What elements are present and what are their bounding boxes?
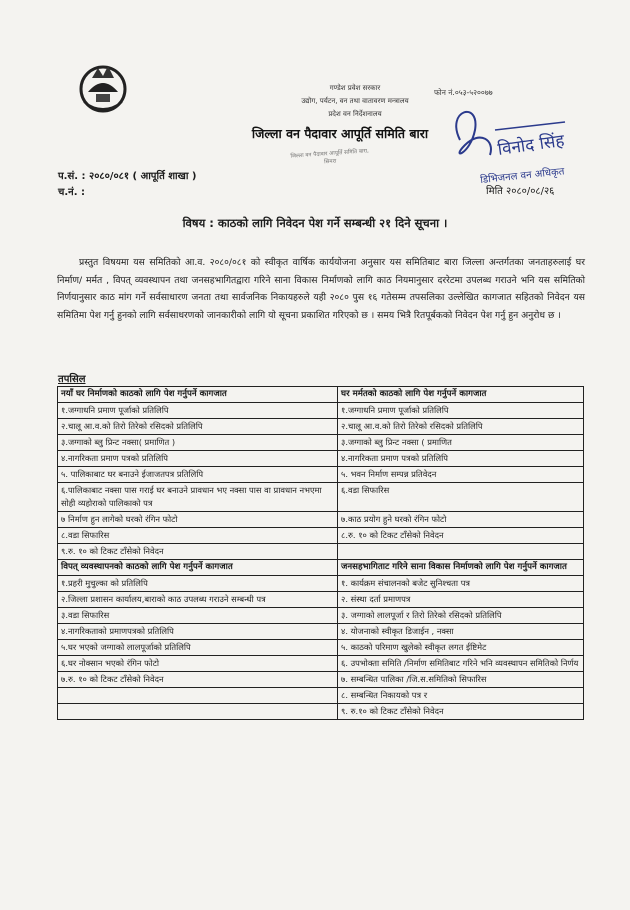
table-row — [58, 688, 584, 704]
table-cell: ४.नागरिकता प्रमाण पत्रको प्रतिलिपि — [338, 451, 584, 467]
signature-designation: डिभिजनल वन अधिकृत — [479, 166, 565, 187]
notice-date: मिति २०८०/०८/२६ — [486, 186, 555, 197]
table-row — [58, 512, 584, 528]
table-cell: ३.जग्गाको ब्लु प्रिन्ट नक्सा ( प्रमाणित — [338, 435, 584, 451]
table-header-row — [58, 560, 584, 576]
table-cell: ७ निर्माण हुन लागेको घरको रंगिन फोटो — [58, 512, 338, 528]
table-header-cell: घर मर्मतको काठको लागि पेश गर्नुपर्ने कागजात — [338, 387, 584, 403]
office-stamp: जिल्ला वन पैदावार आपूर्ति समिति बारा, सिमरा — [290, 148, 370, 166]
table-row — [58, 640, 584, 656]
reference-number: प.सं. : २०८०/०८१ ( आपूर्ति शाखा ) — [58, 171, 197, 182]
chalani-number: च.नं. : — [58, 187, 85, 198]
table-row — [58, 624, 584, 640]
table-row — [58, 704, 584, 720]
table-cell: ३.वडा सिफारिस — [58, 608, 338, 624]
table-cell: ५. पालिकाबाट घर बनाउने ईजाजतपत्र प्रतिलिपि — [58, 467, 338, 483]
table-row — [58, 576, 584, 592]
phone-number: फोन नं.०५३-५२००७७ — [434, 88, 493, 97]
table-cell: ६.घर नोक्सान भएको रंगिन फोटो — [58, 656, 338, 672]
table-cell: ३. जग्गाको लालपूर्जा र तिरो तिरेको रसिदको प्रतिलिपि — [338, 608, 584, 624]
table-cell: ७.रु. १० को टिकट टाँसेको निवेदन — [58, 672, 338, 688]
signature-image — [440, 100, 580, 192]
notice-body: प्रस्तुत विषयमा यस समितिको आ.व. २०८०/०८१ को स्वीकृत वार्षिक कार्ययोजना अनुसार यस समितिबाट बारा जिल्ला अन्तर्गतका जनताहरुलाई घर निर्माण/ मर्मत , विपत् व्यवस्थापन तथा जनसहभागितद्वारा गरिने साना विकास निर्माणको लागि काठ नियमानुसार दररेटमा उपलब्ध गराउने भनि यस समितिको निर्णयानुसार काठ मांग गर्ने सर्वसाधारण जनता तथा सार्वजनिक निकायहरुले यही २०८० पुस १६ गतेसम्म तपसलिका उल्लेखित कागजात सहितको निवेदन यस समितिमा पेश गर्नु हुनको लागि सर्वसाधरणको जानकारीको लागि यो सूचना प्रकाशित गरिएको छ । समय भित्रै रितपूर्बकको निवेदन पेश गर्नु हुन अनुरोध छ । — [57, 257, 585, 321]
table-cell: ९.रु. १० को टिकट टाँसेको निवेदन — [58, 544, 338, 560]
ministry-line-2: उद्योग, पर्यटन, वन तथा वातावरण मन्त्रालय — [301, 97, 409, 105]
table-cell: १. कार्यक्रम संचालनको बजेट सुनिश्चता पत्र — [338, 576, 584, 592]
table-row — [58, 592, 584, 608]
table-row — [58, 528, 584, 544]
table-cell: ६.पालिकाबाट नक्सा पास गराई घर बनाउने प्रावधान भए नक्सा पास वा प्रावधान नभएमा सोही व्यहोराको पालिकाको पत्र — [58, 483, 338, 512]
table-cell: ३.जग्गाको ब्लु प्रिन्ट नक्सा( प्रमाणित ) — [58, 435, 338, 451]
table-cell: ५. भवन निर्माण सम्पन्न प्रतिवेदन — [338, 467, 584, 483]
table-row — [58, 608, 584, 624]
table-cell: ५. काठको परिमाण खुलेको स्वीकृत लगत ईष्टिमेट — [338, 640, 584, 656]
table-row — [58, 403, 584, 419]
table-row — [58, 656, 584, 672]
table-cell — [58, 688, 338, 704]
table-cell: २. संस्था दर्ता प्रमाणपत्र — [338, 592, 584, 608]
ministry-line-3: प्रदेश वन निर्देशनालय — [328, 110, 382, 118]
table-cell: ५.घर भएको जग्गाको लालपूर्जाको प्रतिलिपि — [58, 640, 338, 656]
table-cell: ७.काठ प्रयोग हुने घरको रंगिन फोटो — [338, 512, 584, 528]
table-cell: १.जग्गाधनि प्रमाण पूर्जाको प्रतिलिपि — [58, 403, 338, 419]
table-header-cell: नयाँ घर निर्माणको काठको लागि पेश गर्नुपर्ने कागजात — [58, 387, 338, 403]
table-cell: ७. सम्बन्धित पालिका /जि.स.समितिको सिफारिस — [338, 672, 584, 688]
table-header-cell: विपत् व्यवस्थापनको काठको लागि पेश गर्नुपर्ने कागजात — [58, 560, 338, 576]
table-cell: १.जग्गाधनि प्रमाण पूर्जाको प्रतिलिपि — [338, 403, 584, 419]
table-cell: २.चालू आ.व.को तिरो तिरेको रसिदको प्रतिलिपि — [338, 419, 584, 435]
table-cell: ८.वडा सिफारिस — [58, 528, 338, 544]
table-cell: २.चालू आ.व.को तिरो तिरेको रसिदको प्रतिलिपि — [58, 419, 338, 435]
table-cell: ४. योजनाको स्वीकृत डिजाईन , नक्सा — [338, 624, 584, 640]
table-row — [58, 672, 584, 688]
table-cell — [338, 544, 584, 560]
table-header-cell: जनसहभागिताट गरिने साना विकास निर्माणको लागि पेश गर्नुपर्ने कागजात — [338, 560, 584, 576]
table-cell: ६. उपभोक्ता समिति /निर्माण समितिबाट गरिने भनि व्यवस्थापन समितिको निर्णय — [338, 656, 584, 672]
table-row — [58, 419, 584, 435]
table-cell: ९. रु.१० को टिकट टाँसेको निवेदन — [338, 704, 584, 720]
table-row — [58, 467, 584, 483]
table-cell: २.जिल्ला प्रशासन कार्यालय,बाराको काठ उपलब्ध गराउने सम्बन्धी पत्र — [58, 592, 338, 608]
table-cell: ८.रु. १० को टिकट टाँसेको निवेदन — [338, 528, 584, 544]
table-cell: ४.नागरिकताको प्रमाणपत्रको प्रतिलिपि — [58, 624, 338, 640]
ministry-line-1: गण्डेश प्रवेश सरकार — [329, 84, 381, 92]
table-header-row — [58, 387, 584, 403]
document-requirements-table — [57, 386, 584, 720]
table-cell: ६.वडा सिफारिस — [338, 483, 584, 512]
table-cell: ४.नागरिकता प्रमाण पत्रको प्रतिलिपि — [58, 451, 338, 467]
table-cell — [58, 704, 338, 720]
table-row — [58, 544, 584, 560]
signature-name: विनोद सिंह — [496, 130, 566, 160]
notice-subject: विषय : काठको लागि निवेदन पेश गर्ने सम्बन्धी २१ दिने सूचना । — [182, 216, 448, 230]
table-row — [58, 451, 584, 467]
table-row — [58, 483, 584, 512]
table-cell: ८. सम्बन्धित निकायको पत्र र — [338, 688, 584, 704]
table-cell: १.प्रहरी मुचुल्का को प्रतिलिपि — [58, 576, 338, 592]
table-row — [58, 435, 584, 451]
schedule-label: तपसिल — [58, 374, 86, 385]
office-name: जिल्ला वन पैदावार आपूर्ति समिति बारा — [251, 126, 429, 141]
